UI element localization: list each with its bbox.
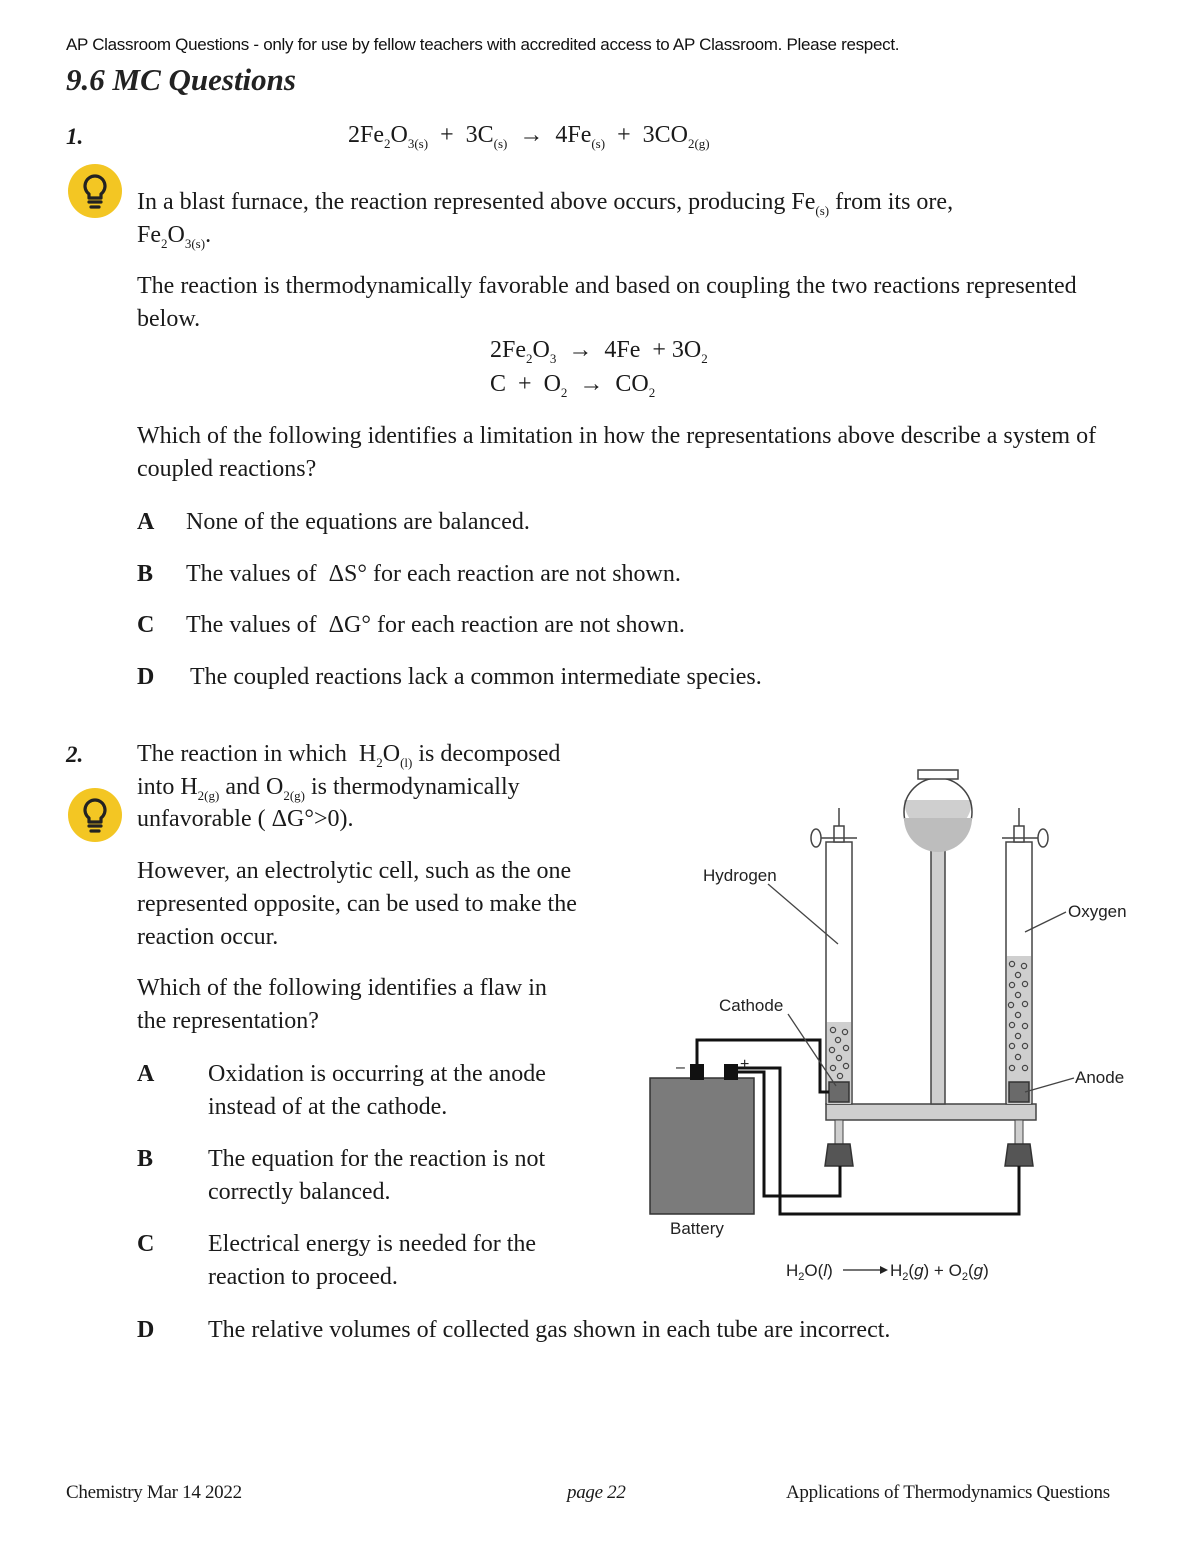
battery-positive-terminal: [724, 1064, 738, 1080]
q2-option-a[interactable]: A Oxidation is occurring at the anode instead of at the cathode.: [137, 1061, 546, 1120]
electrolysis-diagram: [640, 760, 1160, 1290]
anode-label: Anode: [1075, 1068, 1125, 1087]
question-1-number: 1.: [66, 124, 84, 149]
cathode-stopper: [825, 1144, 853, 1166]
q1-coupled-equation-1: $2Fe_2O_3 \to 4Fe + 3O_2$: [490, 337, 708, 366]
minus-sign: –: [676, 1059, 685, 1076]
q2-paragraph: However, an electrolytic cell, such as the one represented opposite, can be used to make the reaction occur.: [137, 858, 577, 950]
wire-to-anode-2: [738, 1068, 1019, 1214]
q1-coupled-equation-2: $C + O_2 \to CO_2$: [490, 371, 656, 400]
q2-option-c[interactable]: C Electrical energy is needed for the reaction to proceed.: [137, 1231, 537, 1290]
q2-question: Which of the following identifies a flaw in the representation?: [137, 975, 547, 1034]
footer-left: Chemistry Mar 14 2022: [66, 1482, 242, 1503]
cathode-electrode: [829, 1082, 849, 1102]
q1-paragraph: The reaction is thermodynamically favorable and based on coupling the two reactions represented below.: [137, 273, 1077, 332]
reservoir-stem: [931, 842, 945, 1104]
q2-intro-line2: into $H_{2(g)}$ and $O_{2(g)}$ is thermodynamically: [137, 774, 520, 803]
footer-right: Applications of Thermodynamics Questions: [786, 1482, 1110, 1503]
q1-intro-line2: $Fe_2O_{3(s)}$.: [137, 222, 212, 251]
plus-sign: +: [740, 1056, 750, 1073]
anode-stopper: [1005, 1144, 1033, 1166]
footer-page-number: page 22: [567, 1482, 626, 1503]
q1-question: Which of the following identifies a limitation in how the representations above describe a system of coupled reactions?: [137, 423, 1097, 482]
q2-intro-line1: The reaction in which $H_2O_{(l)}$ is decomposed: [137, 741, 561, 770]
hydrogen-label: Hydrogen: [703, 866, 777, 885]
connecting-tube: [826, 1104, 1036, 1120]
q1-main-equation: $2Fe_2O_{3(s)} + 3C_{(s)} \to 4Fe_{(s)} + 3CO_{2(g)}$: [348, 122, 710, 151]
q2-option-b[interactable]: B The equation for the reaction is not correctly balanced.: [137, 1146, 546, 1205]
svg-text:H2O(l): $H_2O(l)$: [786, 1261, 833, 1283]
hint-lightbulb-icon-2[interactable]: [68, 788, 122, 842]
question-2-number: 2.: [66, 742, 84, 767]
cathode-label: Cathode: [719, 996, 784, 1015]
oxygen-label: Oxygen: [1068, 902, 1127, 921]
battery-negative-terminal: [690, 1064, 704, 1080]
battery-body: [650, 1078, 754, 1214]
diagram-equation: [786, 1261, 989, 1283]
section-title: 9.6 MC Questions: [66, 62, 296, 97]
q2-intro-line3: unfavorable ( ΔG°>0).: [137, 806, 354, 832]
disclaimer: AP Classroom Questions - only for use by fellow teachers with accredited access to AP Classroom. Please respect.: [66, 35, 900, 54]
svg-text:H2(g) + O2(g): $H_2(g) + O_2(g)$: [890, 1261, 989, 1283]
hint-lightbulb-icon-1[interactable]: [68, 164, 122, 218]
battery-label: Battery: [670, 1219, 724, 1238]
q1-intro-line1: In a blast furnace, the reaction represented above occurs, producing $Fe_{(s)}$ from its ore,: [137, 189, 954, 218]
